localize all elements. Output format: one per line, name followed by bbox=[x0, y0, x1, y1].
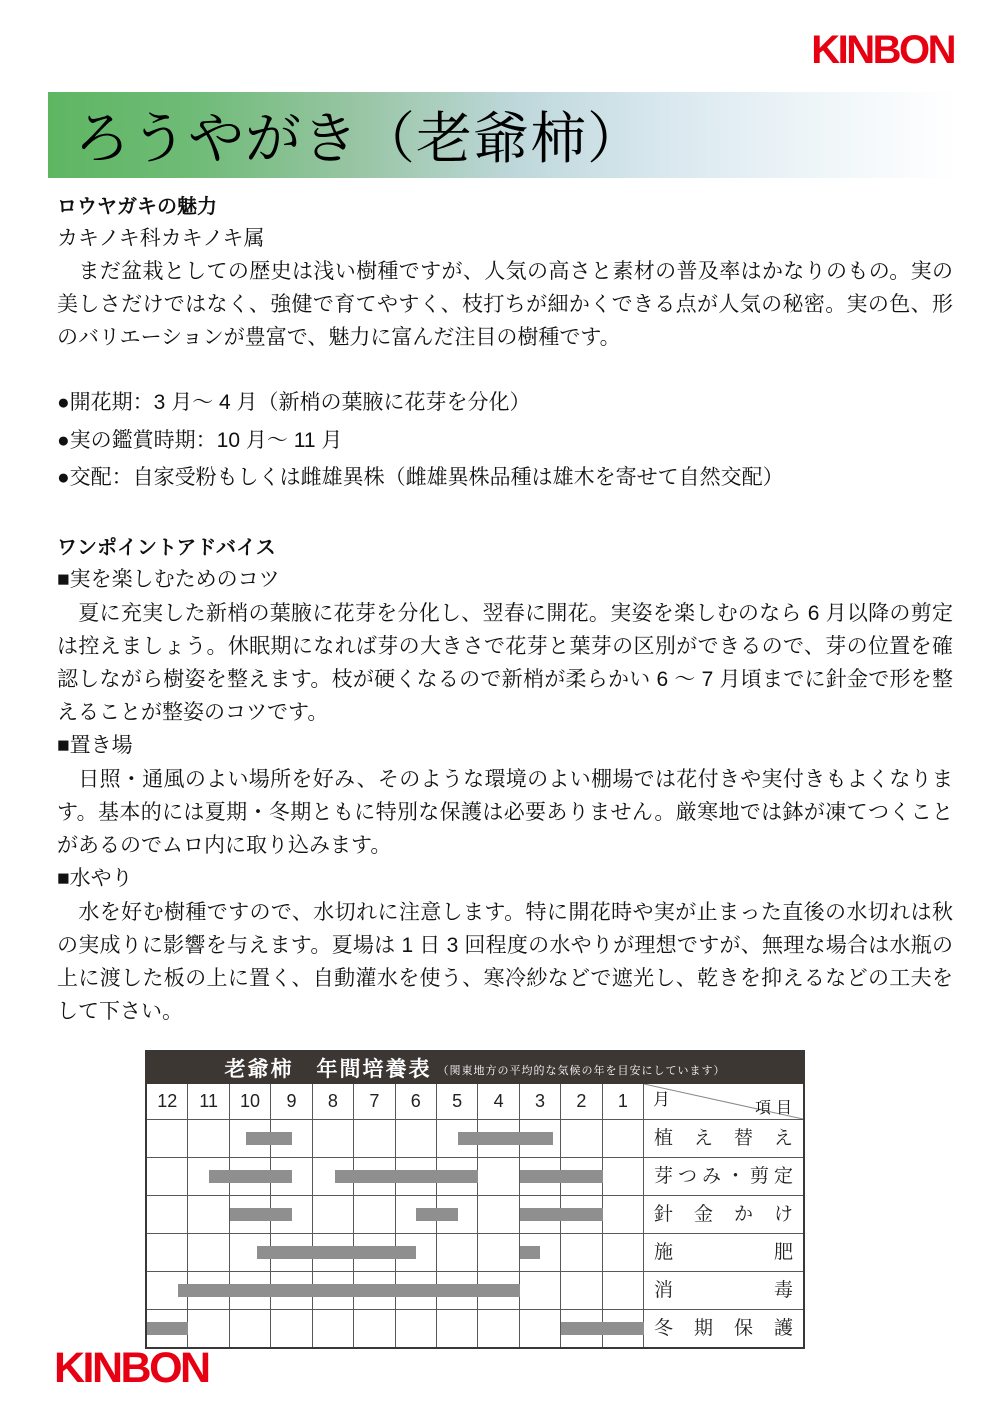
corner-cell bbox=[644, 1084, 803, 1119]
calendar-row bbox=[147, 1271, 803, 1309]
grid-cell bbox=[478, 1234, 519, 1271]
grid-cell bbox=[478, 1196, 519, 1233]
month-grid bbox=[147, 1234, 644, 1271]
advice-section-body-fruit: 夏に充実した新梢の葉腋に花芽を分化し、翌春に開花。実姿を楽しむのなら 6 月以降の剪定は控えましょう。休眠期になれば芽の大きさで花芽と葉芽の区別ができるので、芽の位置を確認しながら樹姿を整えます。枝が硬くなるので新梢が柔らかい 6 〜 7 月頃までに針金で形を整えることが整姿のコツです。 bbox=[57, 601, 953, 724]
activity-bar bbox=[416, 1208, 457, 1221]
grid-cell bbox=[147, 1234, 188, 1271]
month-header-cell: 6 bbox=[396, 1084, 437, 1119]
grid-cell bbox=[520, 1310, 561, 1347]
activity-bar bbox=[335, 1170, 478, 1183]
month-header-cell: 5 bbox=[437, 1084, 478, 1119]
row-label: 植え替え bbox=[654, 1128, 793, 1149]
calendar-table bbox=[145, 1050, 805, 1349]
grid-cell bbox=[313, 1120, 354, 1157]
corner-label-month: 月 bbox=[653, 1090, 670, 1109]
month-header-cell: 8 bbox=[313, 1084, 354, 1119]
grid-cell bbox=[188, 1120, 229, 1157]
calendar-subtitle: （関東地方の平均的な気候の年を目安にしています） bbox=[437, 1065, 726, 1077]
grid-cell bbox=[437, 1310, 478, 1347]
fact-fruit-viewing: ●実の鑑賞時期：10 月〜 11 月 bbox=[57, 428, 343, 452]
calendar-title: 老爺柿 年間培養表 bbox=[224, 1057, 432, 1081]
grid-cell bbox=[437, 1234, 478, 1271]
content bbox=[57, 192, 953, 1028]
grid-cell bbox=[478, 1158, 519, 1195]
brand-logo-top: KINBON bbox=[811, 28, 954, 72]
month-header-cell: 11 bbox=[188, 1084, 229, 1119]
row-label: 消毒 bbox=[654, 1280, 793, 1301]
month-grid bbox=[147, 1196, 644, 1233]
month-header-cell: 3 bbox=[520, 1084, 561, 1119]
activity-bar bbox=[520, 1246, 541, 1259]
grid-cell bbox=[561, 1272, 602, 1309]
grid-cell bbox=[313, 1310, 354, 1347]
activity-bar bbox=[246, 1132, 292, 1145]
facts-list bbox=[57, 384, 953, 497]
activity-bar bbox=[458, 1132, 553, 1145]
advice-section-title-fruit: ■実を楽しむためのコツ bbox=[57, 567, 280, 591]
advice-section-body-watering: 水を好む樹種ですので、水切れに注意します。特に開花時や実が止まった直後の水切れは秋の実成りに影響を与えます。夏場は 1 日 3 回程度の水やりが理想ですが、無理な場合は水瓶の上に渡した板の上に置く、自動灌水を使う、寒冷紗などで遮光し、乾きを抑えるなどの工夫をして下さい。 bbox=[57, 900, 953, 1023]
advice-section-body-placement: 日照・通風のよい場所を好み、そのような環境のよい棚場では花付きや実付きもよくなります。基本的には夏期・冬期ともに特別な保護は必要ありません。厳寒地では鉢が凍てつくことがあるのでムロ内に取り込みます。 bbox=[57, 767, 953, 857]
grid-cell bbox=[147, 1158, 188, 1195]
grid-cell bbox=[188, 1196, 229, 1233]
grid-cell bbox=[396, 1310, 437, 1347]
row-label: 施肥 bbox=[654, 1242, 793, 1263]
month-header-cells bbox=[147, 1084, 644, 1119]
calendar-row bbox=[147, 1309, 803, 1347]
activity-bar bbox=[520, 1170, 603, 1183]
grid-cell bbox=[230, 1310, 271, 1347]
grid-cell bbox=[603, 1234, 644, 1271]
advice-section-title-placement: ■置き場 bbox=[57, 733, 133, 757]
grid-cell bbox=[603, 1158, 644, 1195]
month-header-cell: 10 bbox=[230, 1084, 271, 1119]
row-label: 針金かけ bbox=[654, 1204, 793, 1225]
brand-logo-bottom: KINBON bbox=[54, 1344, 209, 1392]
grid-cell bbox=[354, 1310, 395, 1347]
month-header-cell: 4 bbox=[478, 1084, 519, 1119]
advice-heading: ワンポイントアドバイス bbox=[57, 536, 276, 559]
row-label: 冬期保護 bbox=[654, 1318, 793, 1339]
fact-bloom-period: ●開花期：3 月〜 4 月（新梢の葉腋に花芽を分化） bbox=[57, 391, 531, 414]
activity-bar bbox=[209, 1170, 292, 1183]
corner-label-item: 項目 bbox=[754, 1100, 797, 1117]
grid-cell bbox=[147, 1120, 188, 1157]
calendar-row bbox=[147, 1119, 803, 1157]
calendar-month-header bbox=[147, 1084, 803, 1119]
grid-cell bbox=[561, 1234, 602, 1271]
page-title: ろうやがき（老爺柿） bbox=[74, 109, 644, 171]
grid-cell bbox=[478, 1310, 519, 1347]
month-header-cell: 2 bbox=[561, 1084, 602, 1119]
grid-cell bbox=[354, 1120, 395, 1157]
calendar-titlebar bbox=[147, 1052, 803, 1084]
month-grid bbox=[147, 1272, 644, 1309]
grid-cell bbox=[188, 1234, 229, 1271]
activity-bar bbox=[147, 1322, 188, 1335]
month-header-cell: 7 bbox=[354, 1084, 395, 1119]
row-label: 芽つみ・剪定 bbox=[654, 1166, 793, 1187]
intro-family: カキノキ科カキノキ属 bbox=[57, 227, 265, 250]
month-header-cell: 12 bbox=[147, 1084, 188, 1119]
advice-section-title-watering: ■水やり bbox=[57, 866, 133, 890]
calendar-row bbox=[147, 1233, 803, 1271]
activity-bar bbox=[257, 1246, 416, 1259]
intro-heading: ロウヤガキの魅力 bbox=[57, 196, 217, 218]
month-grid bbox=[147, 1310, 644, 1347]
activity-bar bbox=[230, 1208, 292, 1221]
page-title-band bbox=[48, 92, 958, 178]
intro-paragraph: まだ盆栽としての歴史は浅い樹種ですが、人気の高さと素材の普及率はかなりのもの。実の美しさだけではなく、強健で育てやすく、枝打ちが細かくできる点が人気の秘密。実の色、形のバリエーションが豊富で、魅力に富んだ注目の樹種です。 bbox=[57, 260, 953, 349]
calendar-row bbox=[147, 1195, 803, 1233]
month-grid bbox=[147, 1120, 644, 1157]
grid-cell bbox=[271, 1310, 312, 1347]
grid-cell bbox=[603, 1196, 644, 1233]
grid-cell bbox=[147, 1196, 188, 1233]
grid-cell bbox=[313, 1196, 354, 1233]
grid-cell bbox=[561, 1120, 602, 1157]
grid-cell bbox=[603, 1272, 644, 1309]
fact-pollination: ●交配：自家受粉もしくは雌雄異株（雌雄異株品種は雄木を寄せて自然交配） bbox=[57, 466, 784, 489]
calendar-row bbox=[147, 1157, 803, 1195]
grid-cell bbox=[396, 1120, 437, 1157]
activity-bar bbox=[520, 1208, 603, 1221]
calendar-rows bbox=[147, 1119, 803, 1347]
grid-cell bbox=[520, 1272, 561, 1309]
grid-cell bbox=[603, 1120, 644, 1157]
activity-bar bbox=[561, 1322, 644, 1335]
grid-cell bbox=[188, 1310, 229, 1347]
month-header-cell: 9 bbox=[271, 1084, 312, 1119]
activity-bar bbox=[178, 1284, 520, 1297]
month-grid bbox=[147, 1158, 644, 1195]
grid-cell bbox=[354, 1196, 395, 1233]
month-header-cell: 1 bbox=[603, 1084, 644, 1119]
